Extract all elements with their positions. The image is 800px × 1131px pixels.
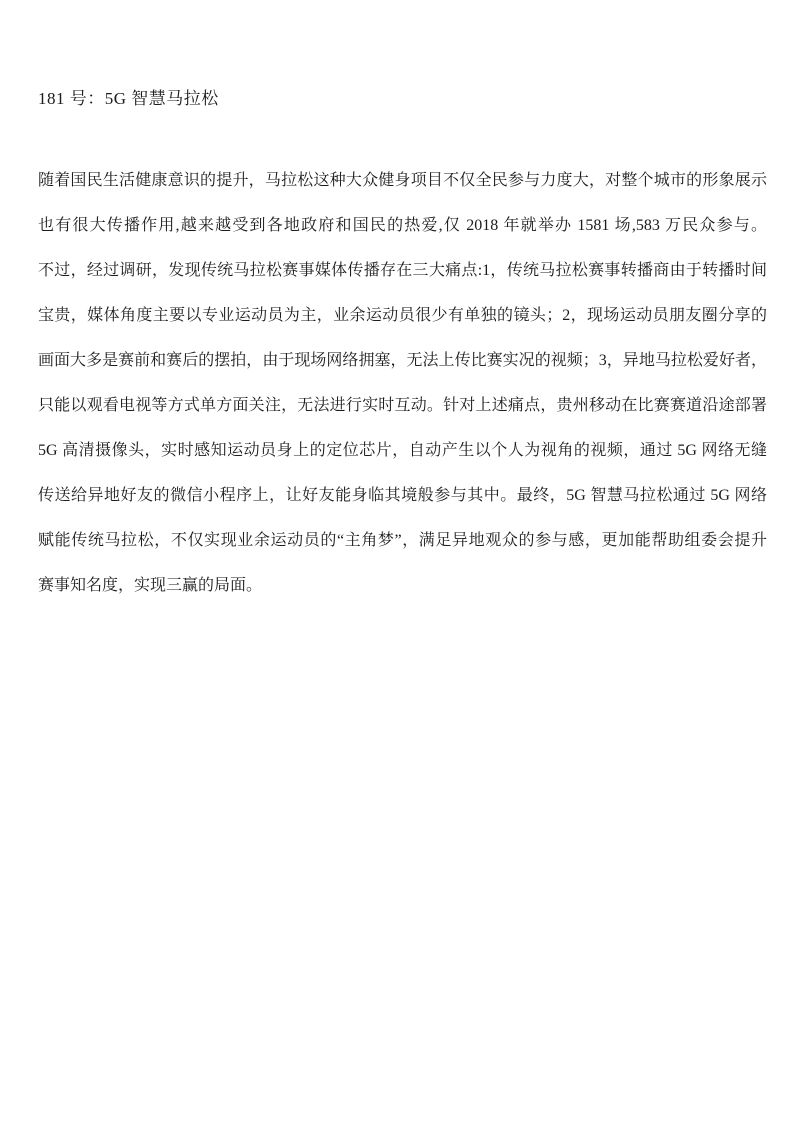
paragraph-line: 不过，经过调研，发现传统马拉松赛事媒体传播存在三大痛点:1，传统马拉松赛事转播商由于转播时间: [38, 262, 767, 279]
paragraph-line: 传送给异地好友的微信小程序上，让好友能身临其境般参与其中。最终，5G 智慧马拉松通过 5G 网络: [38, 487, 767, 504]
document-title: 181 号：5G 智慧马拉松: [38, 89, 219, 108]
paragraph-line: 也有很大传播作用,越来越受到各地政府和国民的热爱,仅 2018 年就举办 1581 场,583 万民众参与。: [38, 217, 767, 234]
paragraph-line: 画面大多是赛前和赛后的摆拍，由于现场网络拥塞，无法上传比赛实况的视频；3，异地马拉松爱好者，: [38, 352, 767, 369]
paragraph-line: 5G 高清摄像头，实时感知运动员身上的定位芯片，自动产生以个人为视角的视频，通过 5G 网络无缝: [38, 442, 767, 459]
paragraph-line: 只能以观看电视等方式单方面关注，无法进行实时互动。针对上述痛点，贵州移动在比赛赛道沿途部署: [38, 397, 767, 414]
document-body: [38, 158, 767, 608]
paragraph-line: 宝贵，媒体角度主要以专业运动员为主，业余运动员很少有单独的镜头；2，现场运动员朋友圈分享的: [38, 307, 767, 324]
paragraph-line: 赛事知名度，实现三赢的局面。: [38, 577, 263, 594]
paragraph-line: 赋能传统马拉松，不仅实现业余运动员的“主角梦”，满足异地观众的参与感，更加能帮助组委会提升: [38, 532, 767, 549]
paragraph-line: 随着国民生活健康意识的提升，马拉松这种大众健身项目不仅全民参与力度大，对整个城市的形象展示: [38, 172, 767, 189]
